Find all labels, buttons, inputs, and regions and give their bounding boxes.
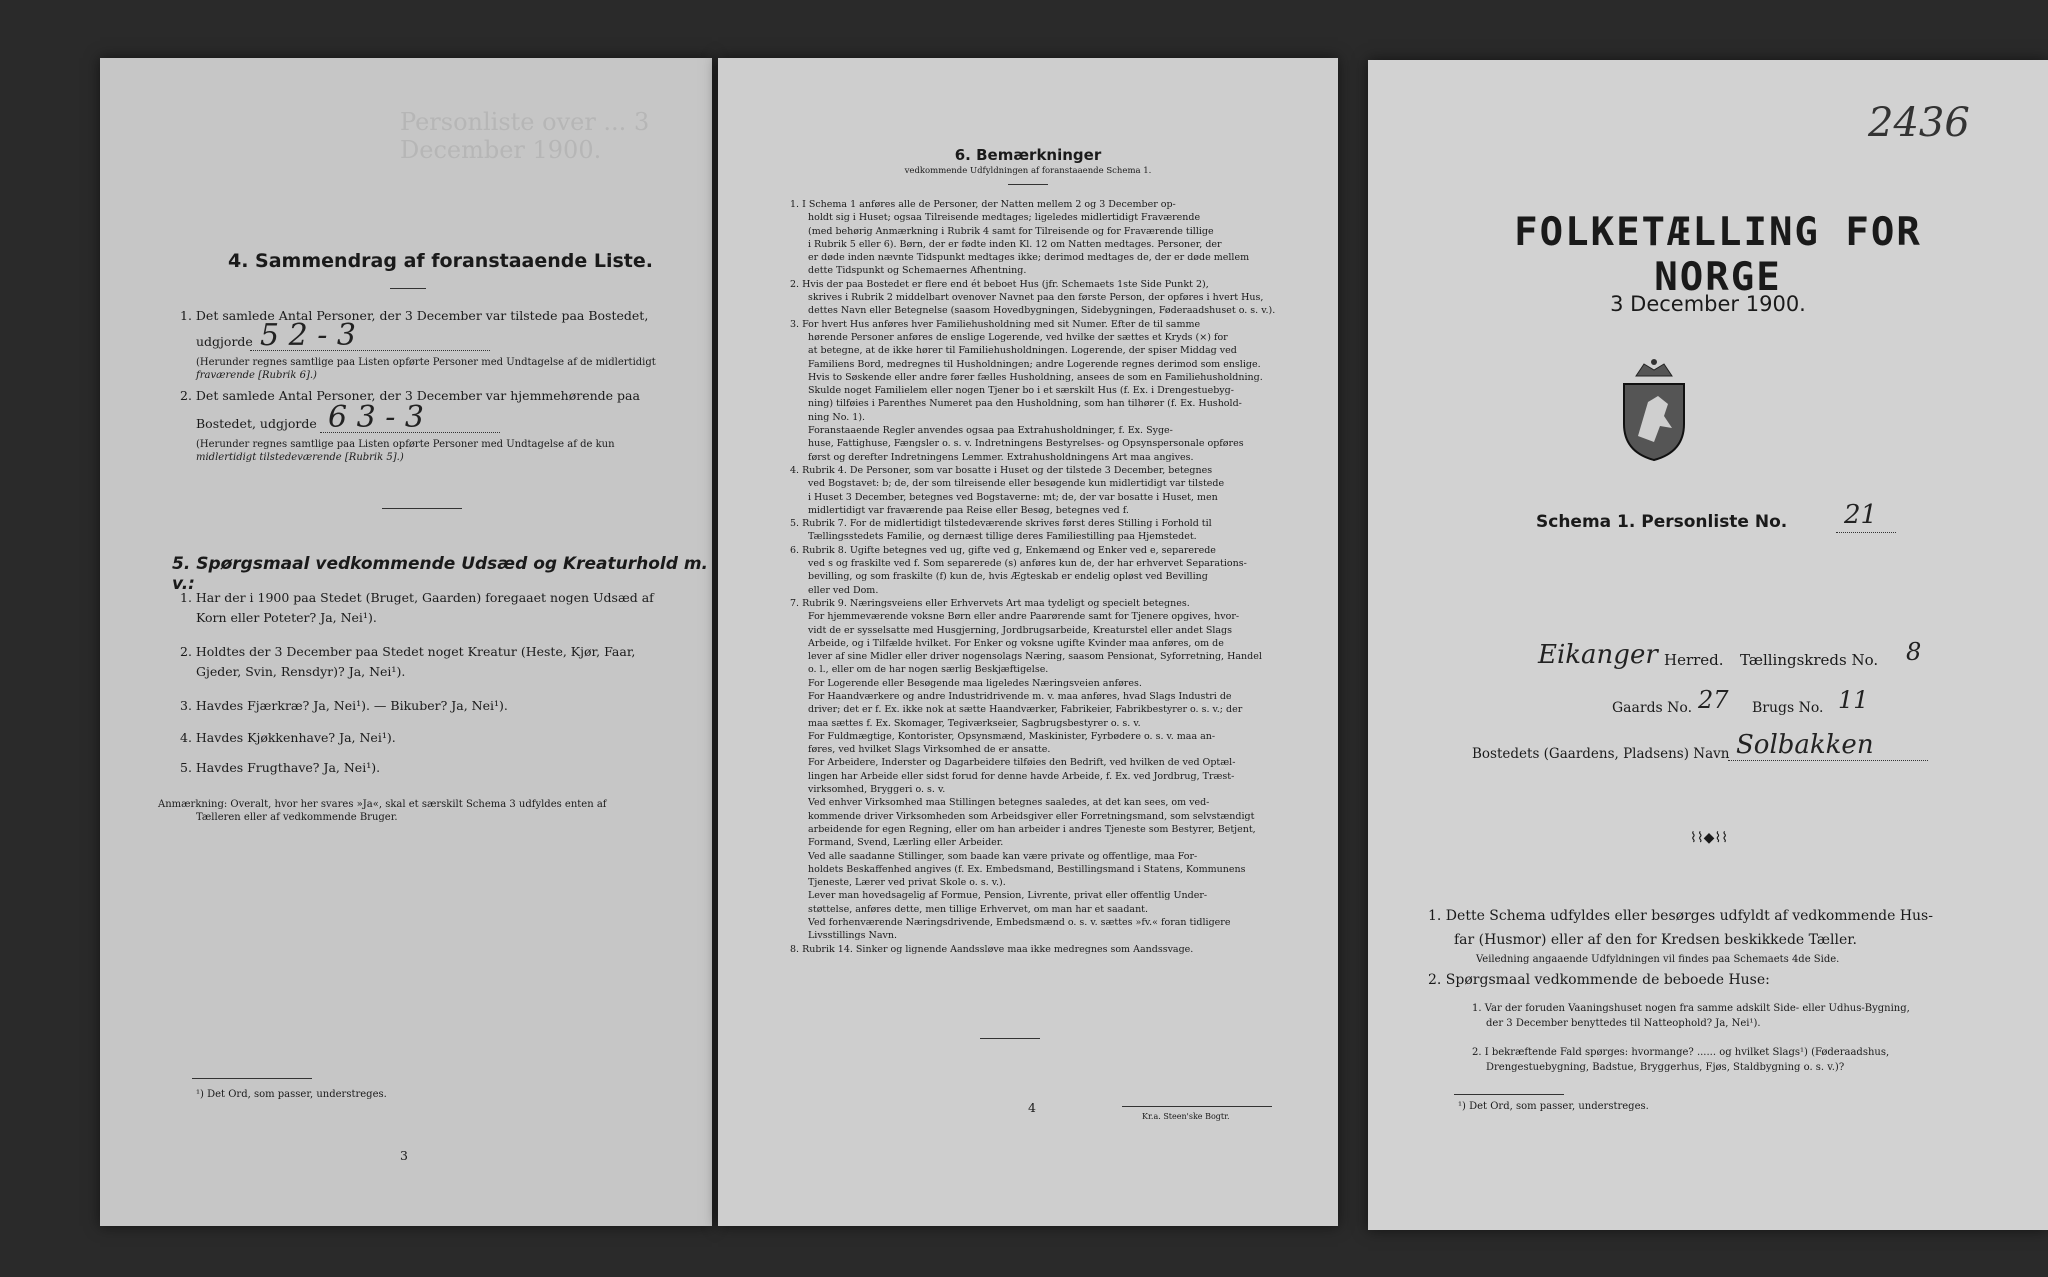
remarks-line: ved Bogstavet: b; de, der som tilreisende eller besøgende kun midlertidigt var tilstede	[808, 478, 1225, 490]
questions-heading: 5. Spørgsmaal vedkommende Udsæd og Kreaturhold m. v.:	[172, 554, 709, 594]
remarks-subheading: vedkommende Udfyldningen af foranstaaende Schema 1.	[904, 166, 1152, 176]
remarks-line: i Rubrik 5 eller 6). Børn, der er fødte inden Kl. 12 om Natten medtages. Personer, der	[808, 238, 1222, 250]
remarks-line: er døde inden nævnte Tidspunkt medtages ikke; derimod medtages de, der er døde mellem	[808, 252, 1250, 264]
gaards-label: Gaards No.	[1612, 700, 1693, 716]
remarks-line: Lever man hovedsagelig af Formue, Pension, Livrente, privat eller offentlig Under-	[808, 890, 1208, 902]
remarks-line: 3. For hvert Hus anføres hver Familiehusholdning med sit Numer. Efter de til samme	[790, 318, 1201, 330]
page-left	[100, 58, 712, 1226]
remarks-line: føres, ved hvilket Slags Virksomhed de er ansatte.	[808, 744, 1051, 756]
question-2b: Gjeder, Svin, Rensdyr)? Ja, Nei¹).	[196, 664, 406, 679]
remarks-line: dette Tidspunkt og Schemaernes Afhentning.	[808, 265, 1027, 277]
instruction-1-note: Veiledning angaaende Udfyldningen vil findes paa Schemaets 4de Side.	[1476, 954, 1840, 965]
remarks-line: ning) tilføies i Parenthes Numeret paa den Husholdning, som han tilhører (f. Ex. Hushold-	[808, 398, 1242, 410]
tellingskreds-label: Tællingskreds No.	[1740, 651, 1879, 669]
schema-label: Schema 1. Personliste No.	[1536, 512, 1788, 532]
personliste-number: 21	[1844, 500, 1878, 530]
question-4: 4. Havdes Kjøkkenhave? Ja, Nei¹).	[180, 730, 396, 745]
handwritten-resident-count: 6 3 - 3	[328, 400, 425, 435]
question-2a: 2. Holdtes der 3 December paa Stedet noget Kreatur (Heste, Kjør, Faar,	[180, 644, 636, 659]
tellingskreds-number: 8	[1906, 638, 1922, 666]
remarks-heading: 6. Bemærkninger	[954, 146, 1102, 164]
remarks-line: midlertidigt var fraværende paa Reise eller Besøg, betegnes ved f.	[808, 504, 1129, 516]
summary-note-1b: fraværende [Rubrik 6].)	[196, 370, 317, 381]
remarks-line: Ved alle saadanne Stillinger, som baade kan være private og offentlige, maa For-	[808, 850, 1198, 862]
remarks-line: i Huset 3 December, betegnes ved Bogstaverne: mt; de, der var bosatte i Huset, men	[808, 491, 1218, 503]
remarks-line: Skulde noget Familielem eller nogen Tjener bo i et særskilt Hus (f. Ex. i Drengestuebyg-	[808, 385, 1234, 397]
remark-line-b: Tælleren eller af vedkommende Bruger.	[196, 812, 398, 823]
census-date: 3 December 1900.	[1610, 292, 1806, 316]
archive-number: 2436	[1868, 100, 1970, 146]
remarks-line: Tjeneste, Lærer ved privat Skole o. s. v.).	[808, 877, 1006, 889]
remarks-line: 4. Rubrik 4. De Personer, som var bosatte i Huset og der tilstede 3 December, betegnes	[790, 464, 1213, 476]
gaards-number: 27	[1698, 686, 1729, 714]
house-question-1b: der 3 December benyttedes til Natteophold? Ja, Nei¹).	[1486, 1018, 1761, 1029]
remarks-line: For Logerende eller Besøgende maa ligeledes Næringsveien anføres.	[808, 677, 1142, 689]
remarks-line: Tællingsstedets Familie, og dernæst tillige deres Familiestilling paa Hjemstedet.	[808, 531, 1197, 543]
page-right	[1368, 60, 2048, 1230]
remarks-line: lingen har Arbeide eller sidst forud for denne havde Arbeide, f. Ex. ved Jordbrug, Træst-	[808, 770, 1235, 782]
remarks-line: dettes Navn eller Betegnelse (saasom Hovedbygningen, Sidebygningen, Føderaadshuset o. s. v.).	[808, 305, 1276, 317]
remarks-line: Foranstaaende Regler anvendes ogsaa paa Extrahusholdninger, f. Ex. Syge-	[808, 425, 1173, 437]
brugs-number: 11	[1838, 686, 1869, 714]
page-number: 4	[1028, 1100, 1036, 1115]
remarks-line: Familiens Bord, medregnes til Husholdningen; andre Logerende regnes derimod som enslige.	[808, 358, 1261, 370]
remarks-line: Ved forhenværende Næringsdrivende, Embedsmænd o. s. v. sættes »fv.« foran tidligere	[808, 917, 1231, 929]
remarks-line: vidt de er sysselsatte med Husgjerning, Jordbrugsarbeide, Kreaturstel eller andet Slags	[808, 624, 1232, 636]
handwritten-present-count: 5 2 - 3	[260, 318, 357, 353]
remarks-body	[790, 198, 1290, 956]
footnote: ¹) Det Ord, som passer, understreges.	[196, 1089, 387, 1100]
footnote: ¹) Det Ord, som passer, understreges.	[1458, 1101, 1649, 1112]
summary-line-2b: Bostedet, udgjorde	[196, 416, 317, 431]
remarks-line: arbeidende for egen Regning, eller om han arbeider i andres Tjeneste som Bestyrer, Betjent,	[808, 823, 1256, 835]
summary-heading: 4. Sammendrag af foranstaaende Liste.	[228, 250, 653, 272]
remarks-line: at betegne, at de ikke hører til Familiehusholdningen. Logerende, der spiser Middag ved	[808, 345, 1237, 357]
remarks-line: o. l., eller om de har nogen særlig Beskjæftigelse.	[808, 664, 1049, 676]
remarks-line: 7. Rubrik 9. Næringsveiens eller Erhvervets Art maa tydeligt og specielt betegnes.	[790, 597, 1190, 609]
remarks-line: skrives i Rubrik 2 middelbart ovenover Navnet paa den første Person, der opføres i hvert Hus,	[808, 292, 1264, 304]
remarks-line: Ved enhver Virksomhed maa Stillingen betegnes saaledes, at det kan sees, om ved-	[808, 797, 1210, 809]
remarks-line: lever af sine Midler eller driver nogensolags Næring, saasom Pensionat, Syforretning, Handel	[808, 651, 1262, 663]
remarks-line: holdets Beskaffenhed angives (f. Ex. Embedsmand, Bestillingsmand i Statens, Kommunens	[808, 863, 1246, 875]
question-1b: Korn eller Poteter? Ja, Nei¹).	[196, 610, 377, 625]
instruction-2: 2. Spørgsmaal vedkommende de beboede Huse:	[1428, 972, 1770, 988]
remarks-line: maa sættes f. Ex. Skomager, Tegiværkseier, Sagbrugsbestyrer o. s. v.	[808, 717, 1141, 729]
remarks-line: ning No. 1).	[808, 411, 866, 423]
question-3: 3. Havdes Fjærkræ? Ja, Nei¹). — Bikuber? Ja, Nei¹).	[180, 698, 508, 713]
remarks-line: 2. Hvis der paa Bostedet er flere end ét beboet Hus (jfr. Schemaets 1ste Side Punkt 2),	[790, 278, 1209, 290]
remarks-line: 6. Rubrik 8. Ugifte betegnes ved ug, gifte ved g, Enkemænd og Enker ved e, separerede	[790, 544, 1216, 556]
remarks-line: 1. I Schema 1 anføres alle de Personer, der Natten mellem 2 og 3 December op-	[790, 199, 1176, 210]
question-5: 5. Havdes Frugthave? Ja, Nei¹).	[180, 760, 381, 775]
remarks-line: (med behørig Anmærkning i Rubrik 4 samt for Tilreisende og for Fraværende tillige	[808, 225, 1214, 237]
printer-imprint: Kr.a. Steen'ske Bogtr.	[1142, 1112, 1230, 1121]
summary-note-2a: (Herunder regnes samtlige paa Listen opførte Personer med Undtagelse af de kun	[196, 439, 615, 450]
remarks-line: For Arbeidere, Inderster og Dagarbeidere tilføies den Bedrift, ved hvilken de ved Optæl-	[808, 757, 1236, 769]
remarks-line: først og derefter Indretningens Lemmer. Extrahusholdningens Art maa angives.	[808, 451, 1194, 463]
page-number: 3	[400, 1148, 408, 1163]
remarks-line: driver; det er f. Ex. ikke nok at sætte Haandværker, Fabrikeier, Fabrikbestyrer o. s. v.; der	[808, 704, 1243, 716]
remarks-line: For hjemmeværende voksne Børn eller andre Paarørende samt for Tjenere opgives, hvor-	[808, 611, 1240, 623]
house-question-2b: Drengestuebygning, Badstue, Bryggerhus, Fjøs, Staldbygning o. s. v.)?	[1486, 1062, 1845, 1073]
remarks-line: holdt sig i Huset; ogsaa Tilreisende medtages; ligeledes midlertidigt Fraværende	[808, 212, 1201, 224]
remarks-line: eller ved Dom.	[808, 584, 879, 596]
remarks-line: Arbeide, og i Tilfælde hvilket. For Enker og voksne ugifte Kvinder maa anføres, om de	[808, 637, 1224, 649]
brugs-label: Brugs No.	[1752, 700, 1824, 716]
remarks-line: Formand, Svend, Lærling eller Arbeider.	[808, 837, 1004, 849]
remarks-line: huse, Fattighuse, Fængsler o. s. v. Indretningens Bestyrelses- og Opsynspersonale opføres	[808, 438, 1244, 450]
summary-note-1a: (Herunder regnes samtlige paa Listen opførte Personer med Undtagelse af de midlertidigt	[196, 357, 656, 368]
bosted-name-handwritten: Solbakken	[1736, 730, 1874, 760]
ornament-divider: ⌇⌇◆⌇⌇	[1690, 830, 1729, 846]
summary-line-1b: udgjorde	[196, 334, 253, 349]
herred-handwritten: Eikanger	[1538, 640, 1658, 670]
remarks-line: støttelse, anføres dette, men tillige Erhvervet, om man har et saadant.	[808, 903, 1149, 915]
remarks-line: hørende Personer anføres de enslige Logerende, ved hvilke der sættes et Kryds (×) for	[808, 331, 1228, 343]
remarks-line: Hvis to Søskende eller andre fører fælles Husholdning, ansees de som en Familiehusholdning.	[808, 371, 1263, 383]
summary-line-1a: 1. Det samlede Antal Personer, der 3 December var tilstede paa Bostedet,	[180, 308, 649, 323]
house-question-2a: 2. I bekræftende Fald spørges: hvormange? ...... og hvilket Slags¹) (Føderaadshus,	[1472, 1047, 1890, 1058]
remark-line-a: Anmærkning: Overalt, hvor her svares »Ja«, skal et særskilt Schema 3 udfyldes enten af	[158, 799, 607, 810]
house-question-1a: 1. Var der foruden Vaaningshuset nogen fra samme adskilt Side- eller Udhus-Bygning,	[1472, 1003, 1910, 1014]
remarks-line: ved s og fraskilte ved f. Som separerede (s) anføres kun de, der har erhvervet Separations-	[808, 558, 1247, 570]
page-middle	[718, 58, 1338, 1226]
remarks-line: bevilling, og som fraskilte (f) kun de, hvis Ægteskab er endelig opløst ved Bevilling	[808, 571, 1208, 583]
remarks-line: kommende driver Virksomheden som Arbeidsgiver eller Forretningsmand, som selvstændigt	[808, 810, 1255, 822]
coat-of-arms-icon	[1614, 356, 1694, 462]
remarks-line: For Haandværkere og andre Industridrivende m. v. maa anføres, hvad Slags Industri de	[808, 690, 1232, 702]
instruction-1a: 1. Dette Schema udfyldes eller besørges udfyldt af vedkommende Hus-	[1428, 908, 1933, 924]
remarks-line: 5. Rubrik 7. For de midlertidigt tilstedeværende skrives først deres Stilling i Forhold til	[790, 518, 1212, 530]
remarks-line: Livsstillings Navn.	[808, 930, 898, 942]
instruction-1b: far (Husmor) eller af den for Kredsen beskikkede Tæller.	[1454, 932, 1857, 948]
herred-label: Herred.	[1664, 651, 1724, 669]
bosted-label: Bostedets (Gaardens, Pladsens) Navn	[1472, 746, 1730, 762]
census-title: FOLKETÆLLING FOR NORGE	[1514, 210, 1922, 300]
remarks-line: 8. Rubrik 14. Sinker og lignende Aandssløve maa ikke medregnes som Aandssvage.	[790, 943, 1194, 955]
ghost-bleed-text: Personliste over ... 3 December 1900.	[400, 108, 650, 164]
summary-note-2b: midlertidigt tilstedeværende [Rubrik 5].)	[196, 452, 404, 463]
question-1a: 1. Har der i 1900 paa Stedet (Bruget, Gaarden) foregaaet nogen Udsæd af	[180, 590, 654, 605]
remarks-line: virksomhed, Bryggeri o. s. v.	[808, 784, 946, 796]
summary-line-2a: 2. Det samlede Antal Personer, der 3 December var hjemmehørende paa	[180, 388, 640, 403]
remarks-line: For Fuldmægtige, Kontorister, Opsynsmænd, Maskinister, Fyrbødere o. s. v. maa an-	[808, 730, 1216, 742]
